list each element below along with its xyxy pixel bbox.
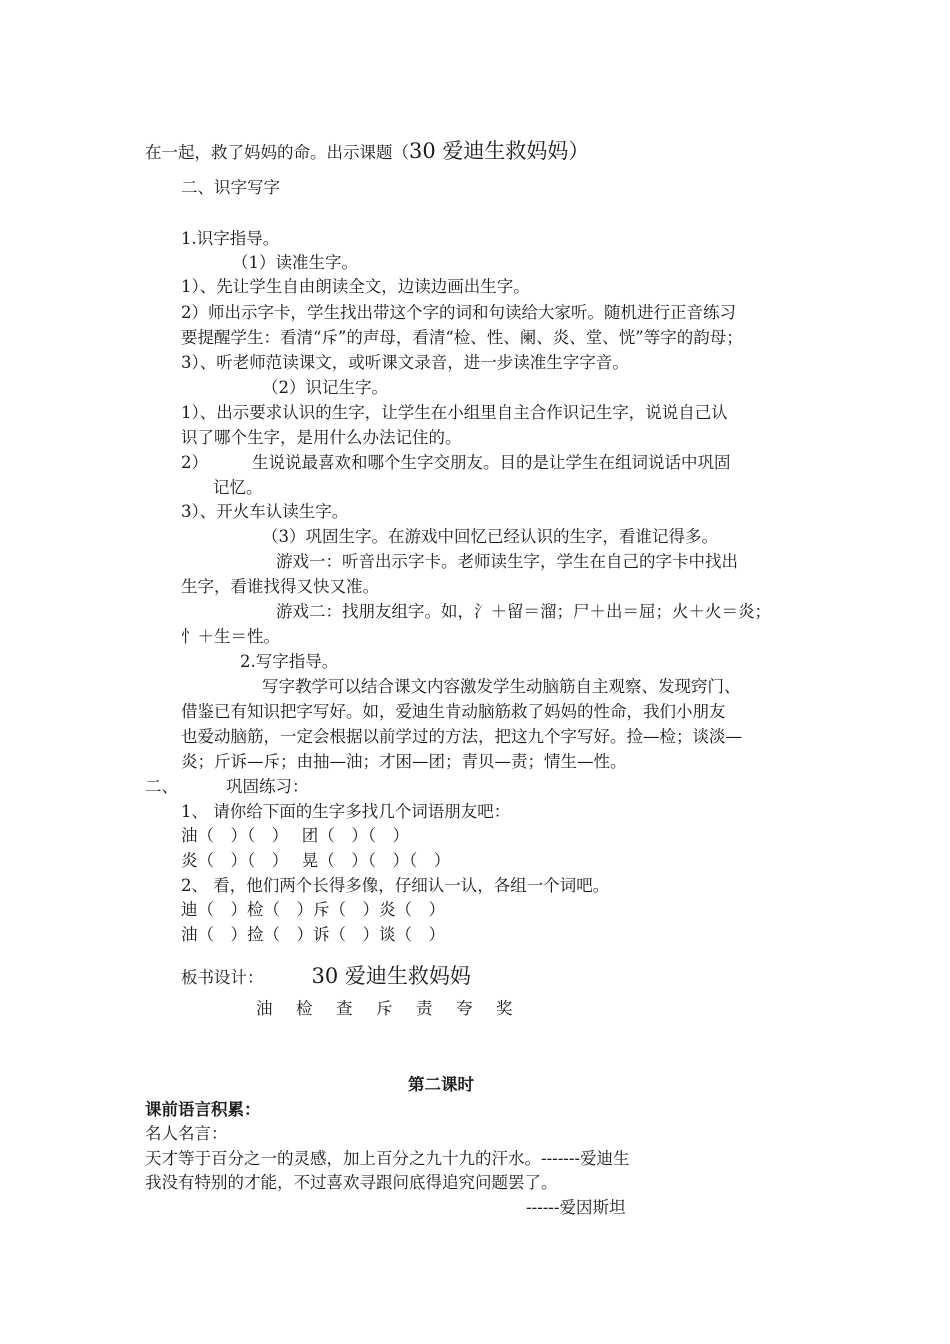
blackboard-characters: [256, 997, 536, 1021]
text-line: 在一起，救了妈妈的命。出示课题（30 爱迪生救妈妈）: [145, 139, 590, 163]
lesson-title: 30 爱迪生救妈妈）: [409, 139, 590, 163]
text-line: 生字，看谁找得又快又准。: [181, 577, 379, 596]
blackboard-char: 斥: [376, 999, 393, 1018]
section-heading: 课前语言积累：: [145, 1100, 261, 1119]
text-line: 3）、听老师范读课文，或听课文录音，进一步读准生字字音。: [181, 353, 629, 372]
sub-heading: 2.写字指导。: [240, 652, 339, 671]
text-line: 名人名言：: [145, 1124, 228, 1143]
blackboard-char: 夸: [456, 999, 473, 1018]
text-line: 识了哪个生字，是用什么办法记住的。: [181, 428, 462, 447]
text-line: 写字教学可以结合课文内容激发学生动脑筋自主观察、发现窍门、: [262, 677, 741, 696]
blackboard-design: 板书设计： 30 爱迪生救妈妈: [181, 964, 471, 988]
text-line: 3）、开火车认读生字。: [181, 502, 349, 521]
blackboard-char: 检: [296, 999, 313, 1018]
text-line: 2） 生说说最喜欢和哪个生字交朋友。目的是让学生在组词说话中巩固: [181, 453, 731, 472]
text-line: 忄＋生＝性。: [181, 627, 280, 646]
text-line: 2）师出示字卡，学生找出带这个字的词和句读给大家听。随机进行正音练习: [181, 303, 736, 322]
exercise-prompt: 2、 看，他们两个长得多像，仔细认一认，各组一个词吧。: [181, 876, 610, 895]
text-line: 游戏一：听音出示字卡。老师读生字，学生在自己的字卡中找出: [276, 552, 738, 571]
blackboard-title: 30 爱迪生救妈妈: [311, 964, 471, 988]
text-line: 炎；斤诉—斥；由抽—油；才困—团；青贝—责；情生—性。: [181, 752, 627, 771]
exercise-line: 油（ ）（ ） 团（ ）（ ）: [181, 826, 409, 845]
exercise-line: 炎（ ）（ ） 晃（ ）（ ）（ ）: [181, 851, 451, 870]
text-line: 1）、出示要求认识的生字，让学生在小组里自主合作识记生字，说说自己认: [181, 403, 728, 422]
quote-line: 我没有特别的才能，不过喜欢寻跟问底得追究问题罢了。: [145, 1173, 558, 1192]
blackboard-char: 查: [336, 999, 353, 1018]
text-line: 游戏二：找朋友组字。如，氵＋留＝溜；尸＋出＝屈；火＋火＝炎；: [276, 602, 771, 621]
quote-attribution: ------爱因斯坦: [526, 1198, 626, 1217]
blackboard-char: 责: [416, 999, 433, 1018]
text-line: 也爱动脑筋，一定会根据以前学过的方法，把这九个字写好。捡—检；谈淡—: [181, 727, 742, 746]
sub-heading: 1.识字指导。: [181, 229, 280, 248]
text-line: 要提醒学生：看清“斥”的声母，看清“检、性、阑、炎、堂、恍”等字的韵母；: [181, 328, 743, 347]
blackboard-char: 奖: [496, 999, 513, 1018]
sub-heading: （3）巩固生字。在游戏中回忆已经认识的生字，看谁记得多。: [262, 527, 718, 546]
exercise-prompt: 1、 请你给下面的生字多找几个词语朋友吧：: [181, 802, 511, 821]
text-line: 1）、先让学生自由朗读全文，边读边画出生字。: [181, 277, 530, 296]
lesson-heading: 第二课时: [408, 1075, 474, 1094]
exercise-line: 油（ ）捡（ ）诉（ ）谈（ ）: [181, 925, 445, 944]
quote-line: 天才等于百分之一的灵感，加上百分之九十九的汗水。-------爱迪生: [145, 1149, 630, 1168]
sub-heading: （1）读准生字。: [232, 253, 358, 272]
section-heading: 二、 巩固练习：: [145, 777, 309, 796]
section-heading: 二、识字写字: [181, 178, 280, 197]
exercise-line: 迪（ ）检（ ）斥（ ）炎（ ）: [181, 900, 445, 919]
text-line: 记忆。: [213, 478, 263, 497]
text-line: 借鉴已有知识把字写好。如，爱迪生肯动脑筋救了妈妈的性命，我们小朋友: [181, 702, 726, 721]
blackboard-char: 油: [256, 999, 273, 1018]
sub-heading: （2）识记生字。: [262, 378, 388, 397]
